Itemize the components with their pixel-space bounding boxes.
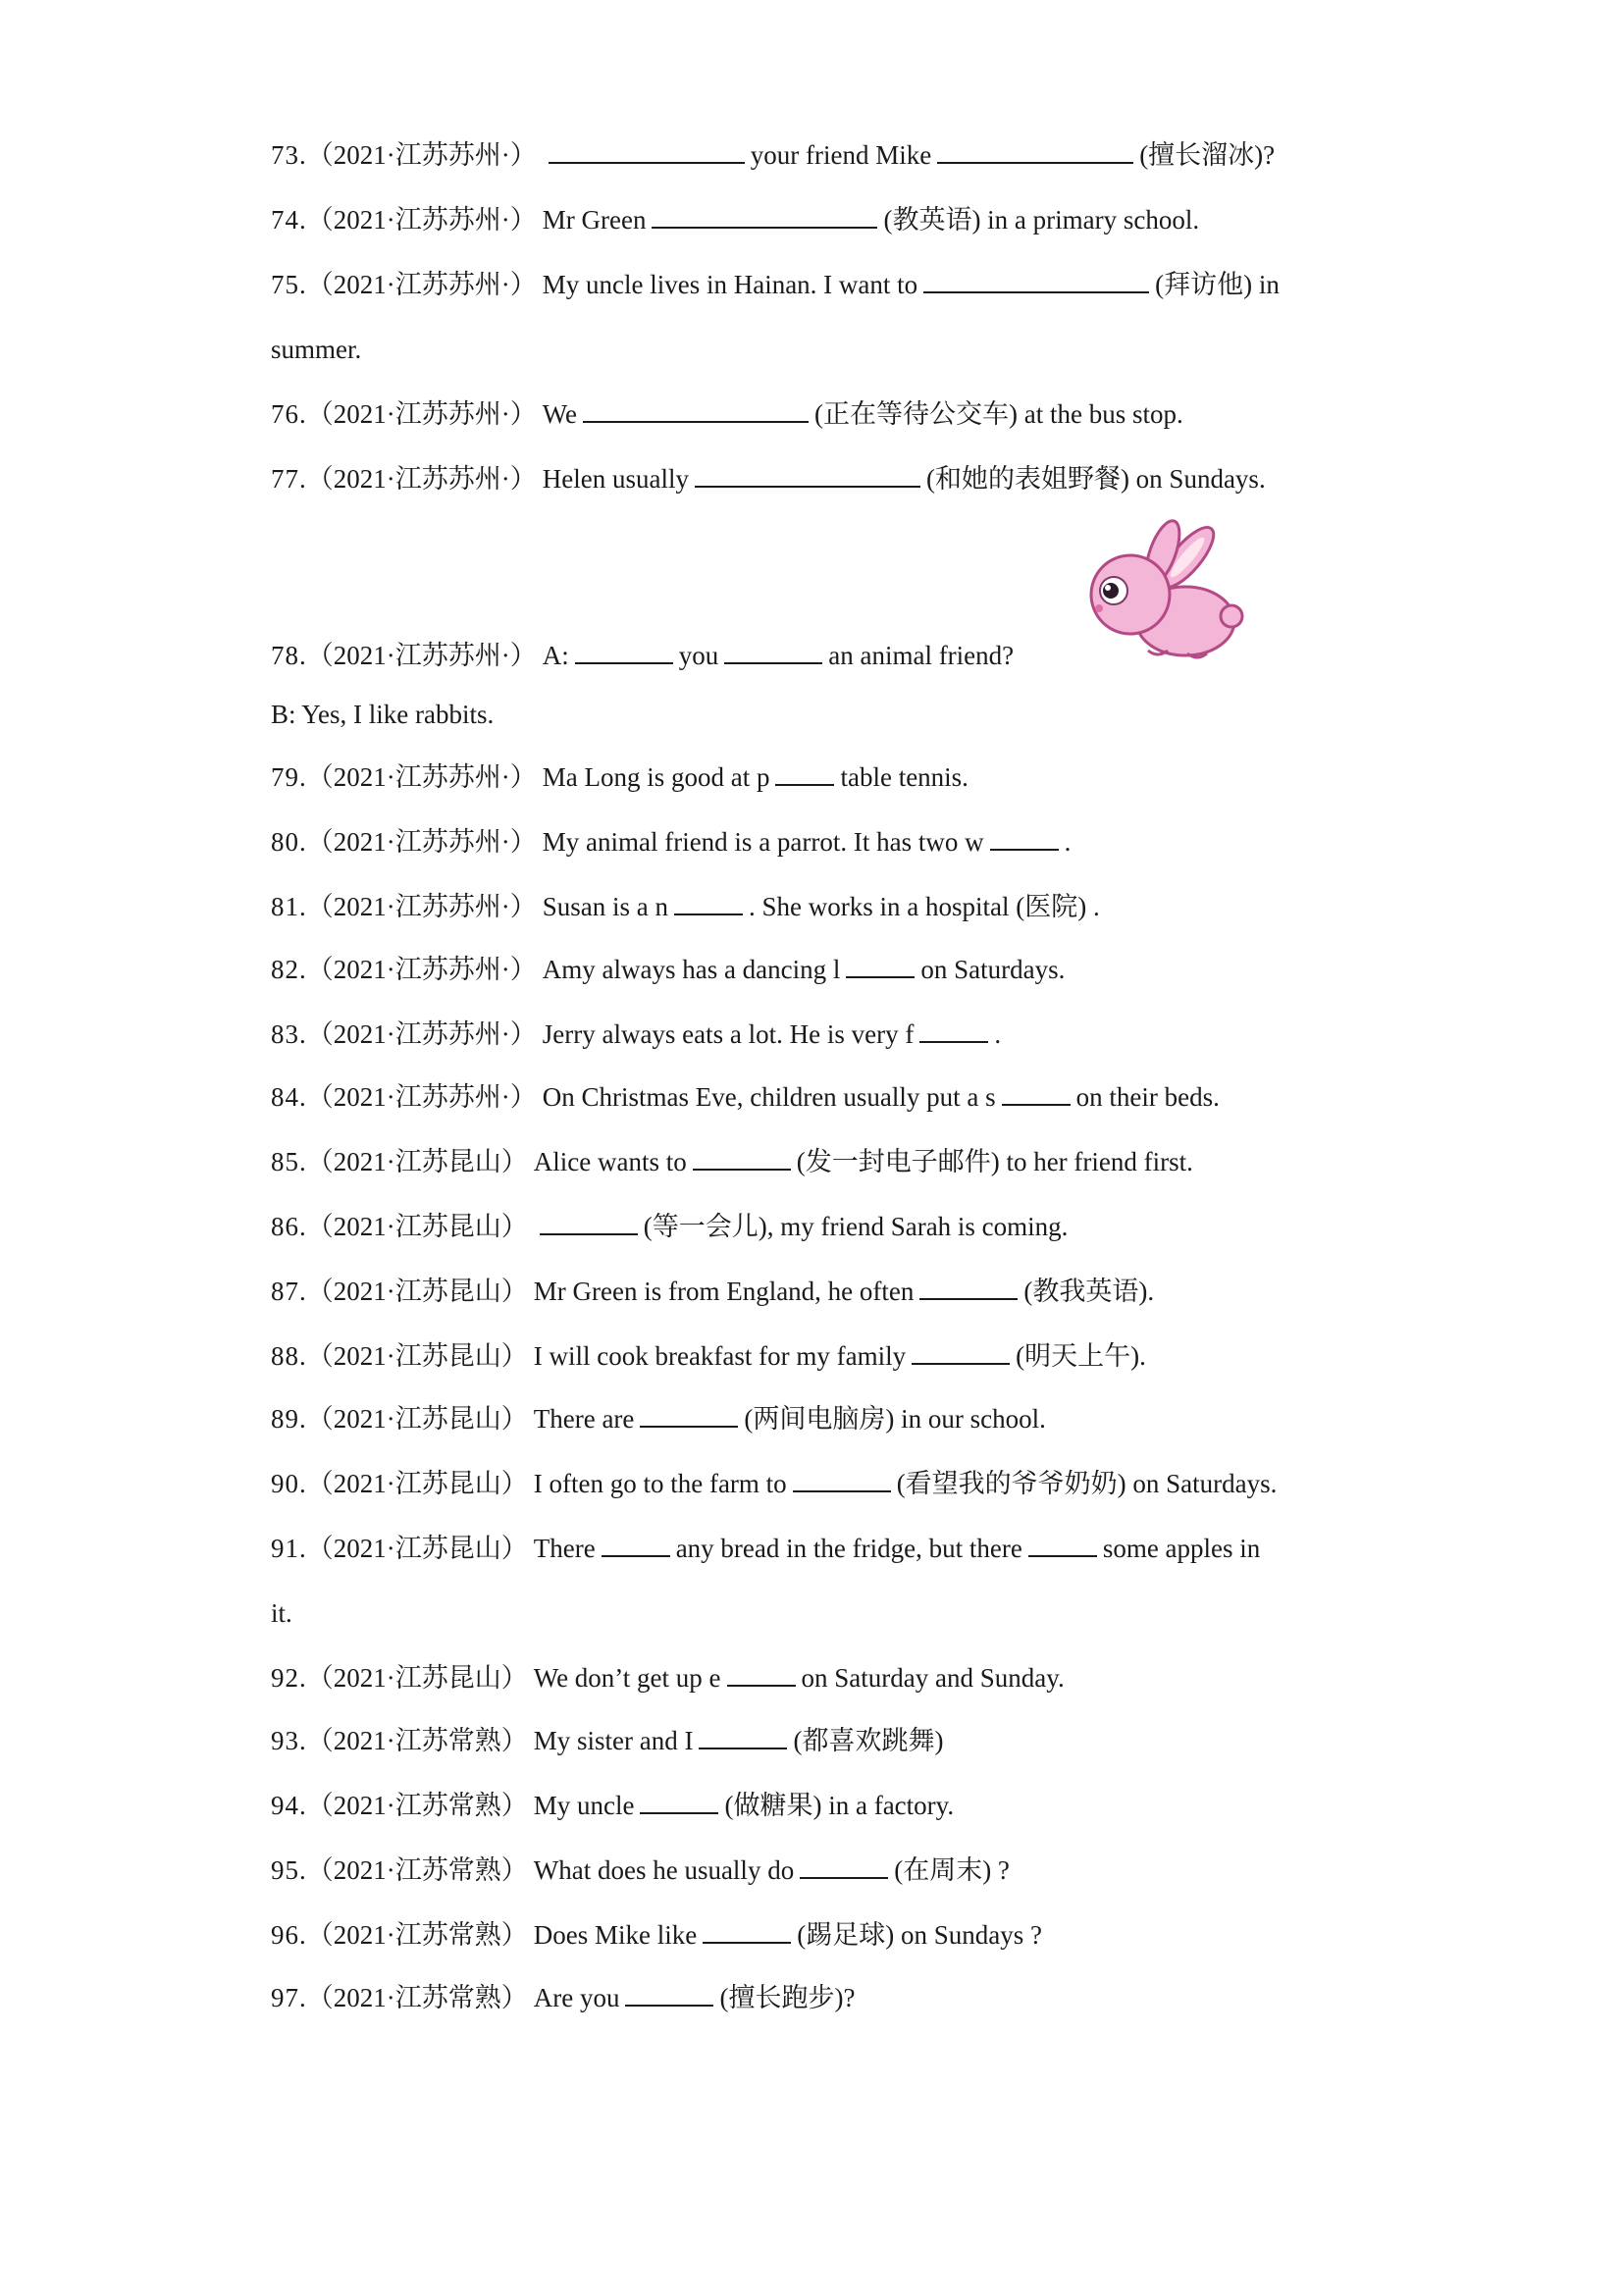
- question-95: 95.（2021·江苏常熟） What does he usually do (在周末) ?: [271, 1855, 1010, 1885]
- question-76: 76.（2021·江苏苏州·） We (正在等待公交车) at the bus stop.: [271, 399, 1183, 429]
- answer-blank[interactable]: [919, 1277, 1018, 1300]
- answer-blank[interactable]: [674, 892, 743, 915]
- question-75-continued: summer.: [271, 335, 362, 364]
- answer-blank[interactable]: [912, 1341, 1010, 1365]
- question-73: 73.（2021·江苏苏州·） your friend Mike (擅长溜冰)?: [271, 140, 1276, 170]
- question-77: 77.（2021·江苏苏州·） Helen usually (和她的表姐野餐) on Sundays.: [271, 464, 1266, 494]
- answer-blank[interactable]: [724, 641, 822, 664]
- question-88: 88.（2021·江苏昆山） I will cook breakfast for my family (明天上午).: [271, 1341, 1146, 1371]
- question-82: 82.（2021·江苏苏州·） Amy always has a dancing l on Saturdays.: [271, 955, 1066, 984]
- answer-blank[interactable]: [775, 762, 834, 786]
- question-96: 96.（2021·江苏常熟） Does Mike like (踢足球) on Sundays ?: [271, 1920, 1042, 1950]
- answer-blank[interactable]: [699, 1726, 787, 1749]
- answer-blank[interactable]: [937, 140, 1133, 164]
- question-91-continued: it.: [271, 1598, 292, 1628]
- answer-blank[interactable]: [640, 1404, 738, 1428]
- answer-blank[interactable]: [575, 641, 673, 664]
- answer-blank[interactable]: [695, 464, 920, 488]
- question-86: 86.（2021·江苏昆山） (等一会儿), my friend Sarah is coming.: [271, 1212, 1069, 1241]
- answer-blank[interactable]: [602, 1534, 670, 1557]
- answer-blank[interactable]: [583, 399, 809, 423]
- question-81: 81.（2021·江苏苏州·） Susan is a n . She works in a hospital (医院) .: [271, 892, 1100, 921]
- question-80: 80.（2021·江苏苏州·） My animal friend is a parrot. It has two w .: [271, 827, 1072, 857]
- answer-blank[interactable]: [652, 205, 877, 229]
- rabbit-illustration: [1070, 518, 1246, 665]
- question-92: 92.（2021·江苏昆山） We don’t get up e on Saturday and Sunday.: [271, 1663, 1065, 1693]
- answer-blank[interactable]: [846, 955, 915, 978]
- question-89: 89.（2021·江苏昆山） There are (两间电脑房) in our school.: [271, 1404, 1046, 1434]
- answer-blank[interactable]: [923, 270, 1149, 293]
- question-85: 85.（2021·江苏昆山） Alice wants to (发一封电子邮件) to her friend first.: [271, 1147, 1193, 1176]
- question-75: 75.（2021·江苏苏州·） My uncle lives in Hainan. I want to (拜访他) in: [271, 270, 1280, 299]
- question-90: 90.（2021·江苏昆山） I often go to the farm to (看望我的爷爷奶奶) on Saturdays.: [271, 1469, 1278, 1498]
- answer-blank[interactable]: [703, 1920, 791, 1944]
- answer-blank[interactable]: [1028, 1534, 1097, 1557]
- answer-blank[interactable]: [549, 140, 745, 164]
- question-84: 84.（2021·江苏苏州·） On Christmas Eve, children usually put a s on their beds.: [271, 1082, 1220, 1112]
- answer-blank[interactable]: [640, 1791, 718, 1814]
- answer-blank[interactable]: [990, 827, 1059, 851]
- question-83: 83.（2021·江苏苏州·） Jerry always eats a lot. He is very f .: [271, 1019, 1002, 1049]
- question-78-answer-line: B: Yes, I like rabbits.: [271, 700, 495, 729]
- answer-blank[interactable]: [919, 1019, 988, 1043]
- answer-blank[interactable]: [800, 1855, 888, 1879]
- question-91: 91.（2021·江苏昆山） There any bread in the fridge, but there some apples in: [271, 1534, 1261, 1563]
- answer-blank[interactable]: [693, 1147, 791, 1171]
- answer-blank[interactable]: [625, 1983, 713, 2007]
- answer-blank[interactable]: [727, 1663, 796, 1687]
- answer-blank[interactable]: [793, 1469, 891, 1492]
- question-78: 78.（2021·江苏苏州·） A: you an animal friend?: [271, 641, 1015, 670]
- question-79: 79.（2021·江苏苏州·） Ma Long is good at p table tennis.: [271, 762, 969, 792]
- question-94: 94.（2021·江苏常熟） My uncle (做糖果) in a factory.: [271, 1791, 955, 1820]
- question-74: 74.（2021·江苏苏州·） Mr Green (教英语) in a primary school.: [271, 205, 1200, 235]
- answer-blank[interactable]: [540, 1212, 638, 1235]
- question-87: 87.（2021·江苏昆山） Mr Green is from England, he often (教我英语).: [271, 1277, 1155, 1306]
- question-97: 97.（2021·江苏常熟） Are you (擅长跑步)?: [271, 1983, 856, 2012]
- question-93: 93.（2021·江苏常熟） My sister and I (都喜欢跳舞): [271, 1726, 944, 1755]
- answer-blank[interactable]: [1002, 1082, 1071, 1106]
